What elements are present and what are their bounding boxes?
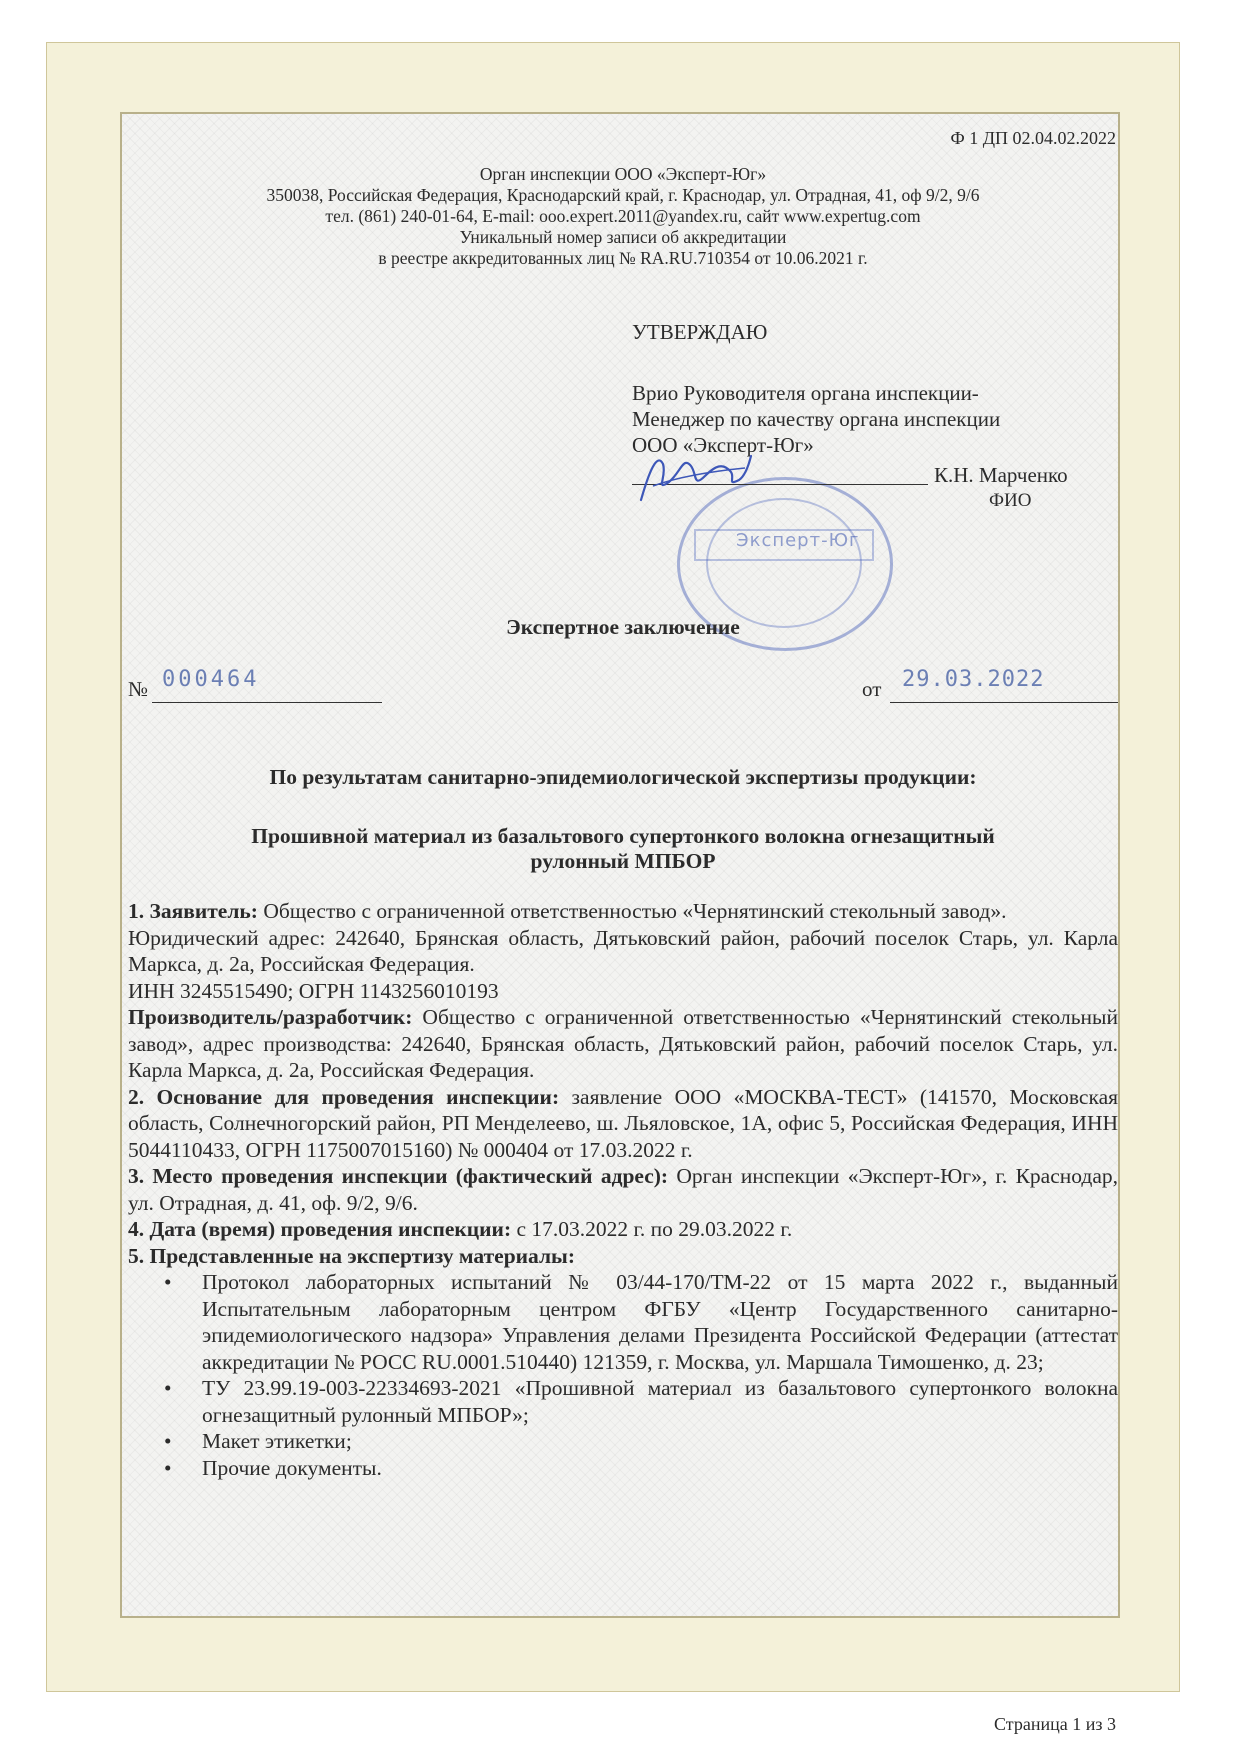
product-name-line-1: Прошивной материал из базальтового супертонкого волокна огнезащитный [251,824,995,848]
official-stamp-inner-ring [706,498,862,628]
expertise-heading: По результатам санитарно-эпидемиологической экспертизы продукции: [269,765,977,789]
number-label: № [128,677,149,701]
section-date: 4. Дата (время) проведения инспекции: с 17.03.2022 г. по 29.03.2022 г. [128,1217,793,1241]
section-place: 3. Место проведения инспекции (фактический адрес): Орган инспекции «Эксперт-Юг», г. Краснодар, ул. Отрадная, д. 41, оф. 9/2, 9/6. [128,1164,1119,1215]
approval-position-line-1: Врио Руководителя органа инспекции- [632,381,979,405]
header-org: Орган инспекции ООО «Эксперт-Юг» [479,164,767,184]
date-label: от [862,677,882,701]
approval-position-line-2: Менеджер по качеству органа инспекции [632,407,1001,431]
section-basis: 2. Основание для проведения инспекции: заявление ООО «МОСКВА-ТЕСТ» (141570, Московская область, Солнечногорский район, РП Менделеево, ш. Льяловское, 1А, офис 5, Российская Федерация, ИНН 5044110433, ОГРН 1175007015160) № 000404 от 17.03.2022 г. [128,1084,1119,1162]
applicant-ids: ИНН 3245515490; ОГРН 1143256010193 [128,978,499,1003]
signatory-name: К.Н. Марченко [934,463,1068,487]
official-stamp-text: Эксперт-Юг [736,530,860,551]
fio-caption: ФИО [989,490,1032,511]
materials-list [128,1269,1118,1481]
header-address: 350038, Российская Федерация, Краснодарский край, г. Краснодар, ул. Отрадная, 41, оф 9/2, 9/6 [266,185,980,205]
section-applicant: 1. Заявитель: Общество с ограниченной ответственностью «Чернятинский стекольный завод». [128,899,1007,923]
section-producer: Производитель/разработчик: Общество с ограниченной ответственностью «Чернятинский стекольный завод», адрес производства: 242640, Брянская область, Дятьковский район, рабочий поселок Старь, ул. Карла Маркса, д. 2а, Российская Федерация. [128,1005,1118,1082]
list-item: • Протокол лабораторных испытаний № 03/44-170/ТМ-22 от 15 марта 2022 г., выданный Испытательным лабораторным центром ФГБУ «Центр Государственного санитарно-эпидемиологического надзора» Управления делами Президента Российской Федерации (аттестат аккредитации № РОСС RU.0001.510440) 121359, г. Москва, ул. Маршала Тимошенко, д. 23; [202,1269,1118,1375]
document-number: 000464 [162,667,260,692]
document-date: 29.03.2022 [902,667,1045,692]
header-registry: в реестре аккредитованных лиц № RA.RU.710354 от 10.06.2021 г. [378,248,868,268]
approval-position-line-3: ООО «Эксперт-Юг» [632,433,814,457]
number-underline [152,702,382,703]
applicant-address: Юридический адрес: 242640, Брянская область, Дятьковский район, рабочий поселок Старь, ул. Карла Маркса, д. 2а, Российская Федерация. [128,925,1118,976]
date-underline [890,702,1118,703]
list-item: • Макет этикетки; [202,1428,1118,1455]
list-item: • ТУ 23.99.19-003-22334693-2021 «Прошивной материал из базальтового супертонкого волокна огнезащитный рулонный МПБОР»; [202,1375,1118,1428]
document-body [128,898,1118,1481]
list-item: • Прочие документы. [202,1455,1118,1482]
header-accreditation: Уникальный номер записи об аккредитации [459,227,787,247]
header-contacts: тел. (861) 240-01-64, E-mail: ooo.expert.2011@yandex.ru, сайт www.expertug.com [325,206,921,226]
handwritten-signature [635,442,755,512]
document-title: Экспертное заключение [506,615,740,639]
page-number: Страница 1 из 3 [994,1714,1116,1734]
section-materials: 5. Представленные на экспертизу материалы: [128,1243,575,1268]
product-name-line-2: рулонный МПБОР [530,849,716,873]
form-code: Ф 1 ДП 02.04.02.2022 [950,128,1116,148]
approval-title: УТВЕРЖДАЮ [632,320,768,344]
